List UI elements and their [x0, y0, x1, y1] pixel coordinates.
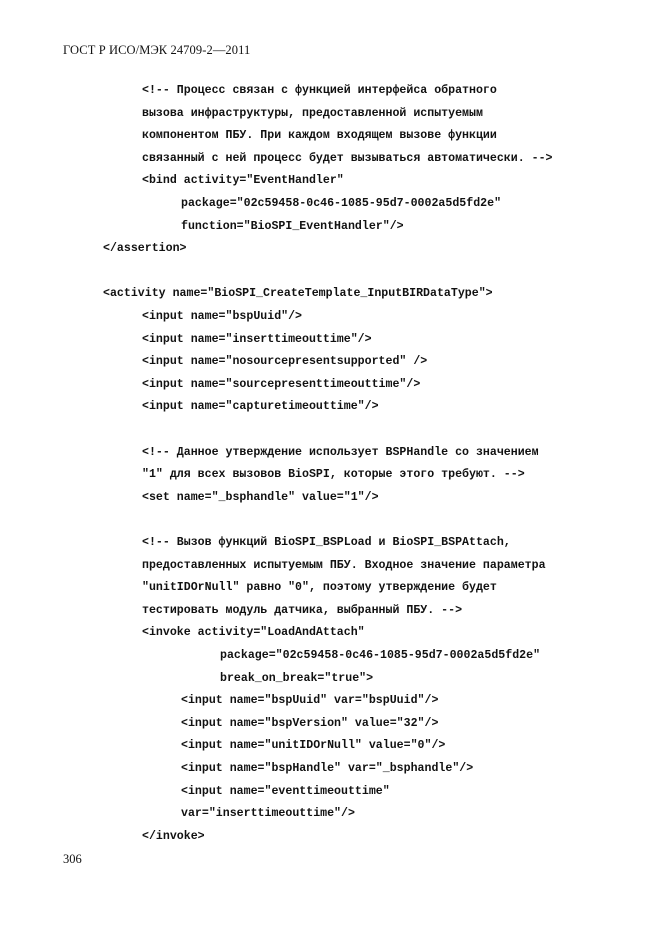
code-line: <!-- Данное утверждение использует BSPHandle со значением [142, 445, 539, 459]
code-line: <activity name="BioSPI_CreateTemplate_InputBIRDataType"> [103, 287, 493, 301]
document-header: ГОСТ Р ИСО/МЭК 24709-2—2011 [63, 43, 251, 57]
code-line: <!-- Вызов функций BioSPI_BSPLoad и BioSPI_BSPAttach, [142, 536, 511, 549]
code-line: function="BioSPI_EventHandler"/> [181, 219, 404, 233]
code-line: <input name="bspUuid"/> [142, 310, 303, 323]
code-line: <input name="eventtimeouttime" [181, 784, 390, 798]
code-line: var="inserttimeouttime"/> [181, 807, 355, 821]
code-line: "1" для всех вызовов BioSPI, которые этого требуют. --> [142, 468, 525, 482]
code-line: <input name="capturetimeouttime"/> [142, 400, 379, 414]
code-line: <input name="bspVersion" value="32"/> [181, 716, 439, 730]
code-line: <input name="bspHandle" var="_bsphandle"/> [181, 762, 474, 775]
code-line: <bind activity="EventHandler" [142, 174, 344, 188]
code-line: <!-- Процесс связан с функцией интерфейса обратного [142, 84, 497, 97]
code-line: <input name="sourcepresenttimeouttime"/> [142, 377, 421, 391]
code-line: <invoke activity="LoadAndAttach" [142, 626, 365, 640]
code-line: компонентом ПБУ. При каждом входящем вызове функции [142, 129, 497, 143]
code-line: предоставленных испытуемым ПБУ. Входное значение параметра [142, 558, 546, 572]
code-line: "unitIDOrNull" равно "0", поэтому утверждение будет [142, 581, 497, 595]
code-line: <set name="_bsphandle" value="1"/> [142, 490, 379, 504]
page-number: 306 [63, 852, 82, 866]
code-line: тестировать модуль датчика, выбранный ПБУ. --> [142, 603, 463, 617]
code-line: <input name="inserttimeouttime"/> [142, 332, 372, 346]
code-line: </invoke> [142, 829, 205, 843]
code-line: связанный с ней процесс будет вызываться автоматически. --> [142, 151, 553, 165]
code-line: break_on_break="true"> [220, 671, 374, 685]
code-line: <input name="bspUuid" var="bspUuid"/> [181, 694, 439, 708]
code-line: вызова инфраструктуры, предоставленной испытуемым [142, 106, 483, 120]
code-line: <input name="nosourcepresentsupported" /> [142, 355, 428, 369]
code-line: </assertion> [103, 242, 187, 256]
code-line: <input name="unitIDOrNull" value="0"/> [181, 739, 446, 753]
code-line: package="02c59458-0c46-1085-95d7-0002a5d5fd2e" [181, 197, 502, 210]
code-line: package="02c59458-0c46-1085-95d7-0002a5d5fd2e" [220, 649, 541, 662]
